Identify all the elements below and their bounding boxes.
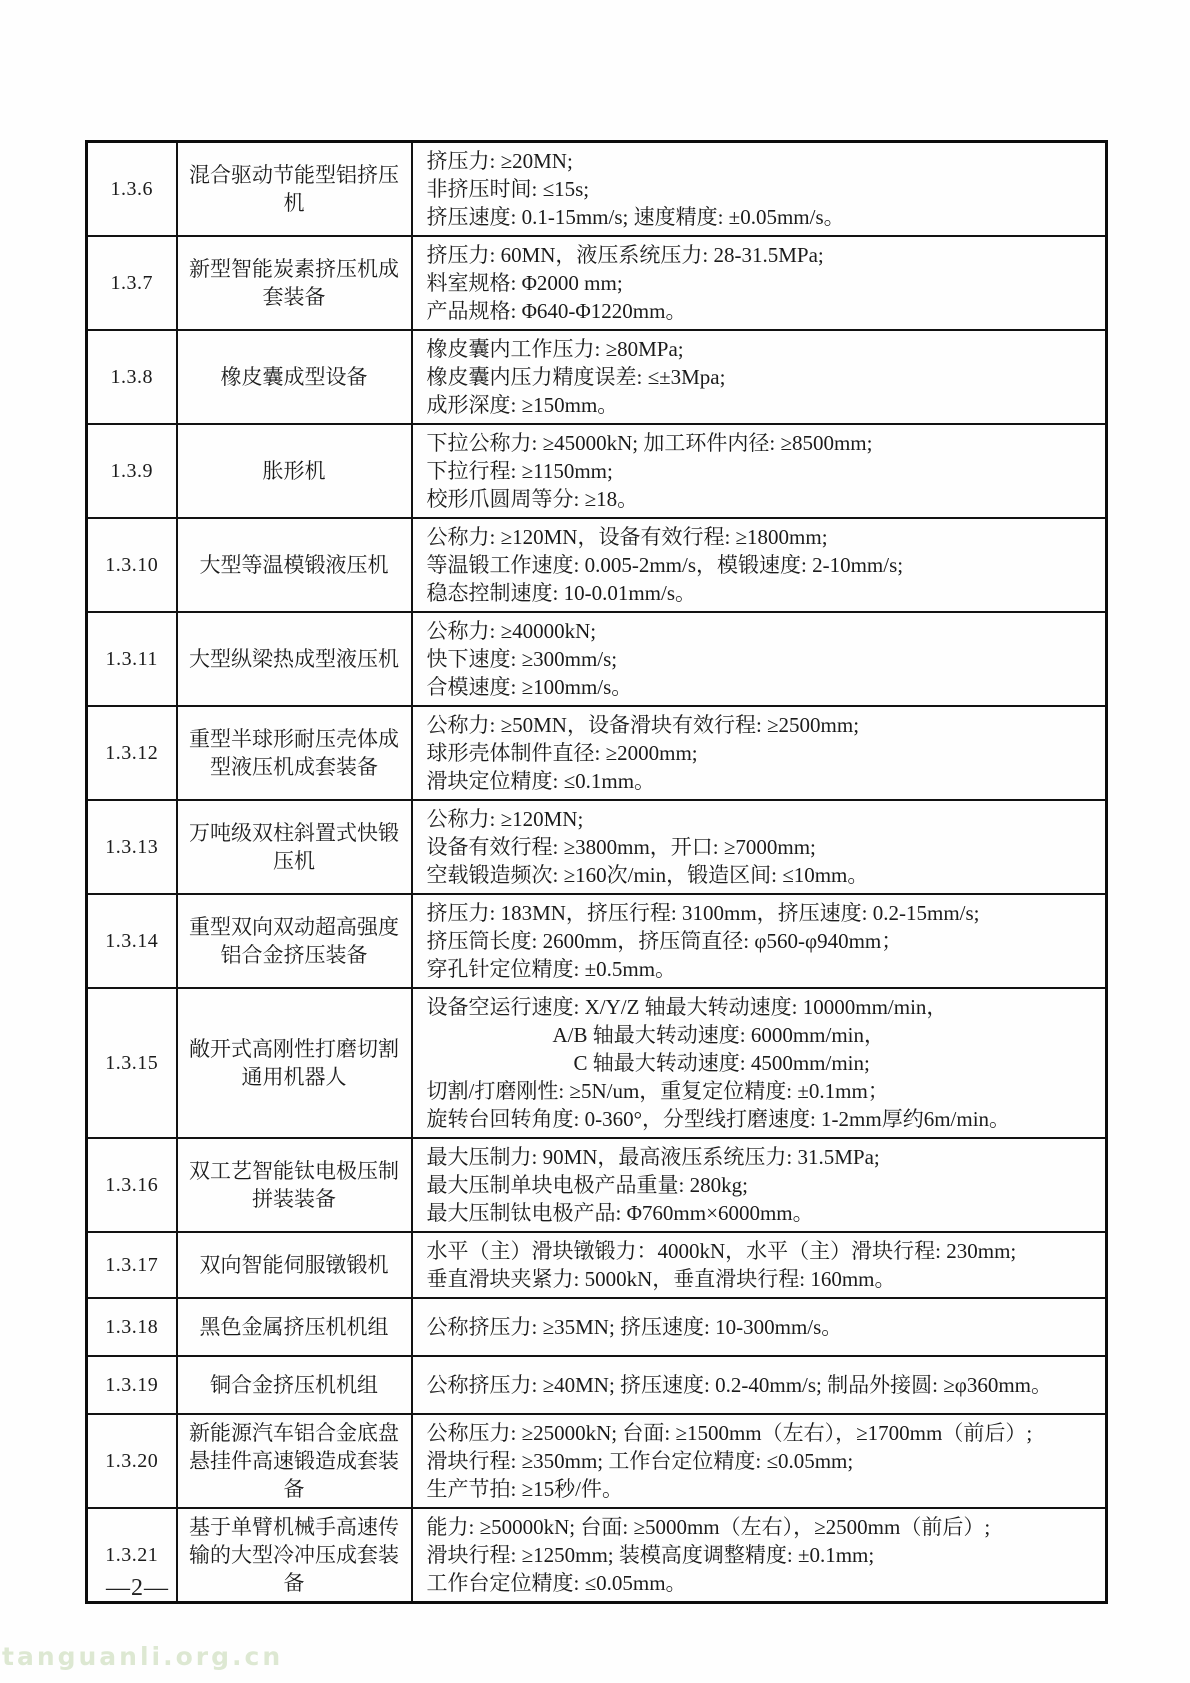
row-id: 1.3.13 — [87, 800, 177, 894]
spec-line: A/B 轴最大转动速度: 6000mm/min， — [426, 1023, 886, 1047]
spec-line: 挤压速度: 0.1-15mm/s; 速度精度: ±0.05mm/s。 — [426, 205, 845, 229]
spec-line: 设备空运行速度: X/Y/Z 轴最大转动速度: 10000mm/min， — [426, 995, 948, 1019]
page-number: —2— — [106, 1575, 169, 1601]
spec-line: 最大压制力: 90MN，最高液压系统压力: 31.5MPa; — [426, 1145, 880, 1169]
row-name: 双工艺智能钛电极压制拼装装备 — [177, 1138, 412, 1232]
row-name: 橡皮囊成型设备 — [177, 330, 412, 424]
spec-line: 橡皮囊内压力精度误差: ≤±3Mpa; — [426, 365, 726, 389]
table-row — [87, 894, 1107, 988]
row-name: 重型半球形耐压壳体成型液压机成套装备 — [177, 706, 412, 800]
row-name: 大型等温模锻液压机 — [177, 518, 412, 612]
table-row — [87, 424, 1107, 518]
table-row — [87, 1356, 1107, 1414]
spec-line: 最大压制单块电极产品重量: 280kg; — [426, 1173, 748, 1197]
table-row — [87, 1298, 1107, 1356]
row-id: 1.3.16 — [87, 1138, 177, 1232]
row-id: 1.3.17 — [87, 1232, 177, 1298]
spec-line: 下拉公称力: ≥45000kN; 加工环件内径: ≥8500mm; — [426, 431, 873, 455]
spec-line: 下拉行程: ≥1150mm; — [426, 459, 613, 483]
row-id: 1.3.7 — [87, 236, 177, 330]
row-id: 1.3.8 — [87, 330, 177, 424]
row-name: 敞开式高刚性打磨切割通用机器人 — [177, 988, 412, 1138]
spec-line: 设备有效行程: ≥3800mm，开口: ≥7000mm; — [426, 835, 816, 859]
row-name: 铜合金挤压机机组 — [177, 1356, 412, 1414]
row-name: 新型智能炭素挤压机成套装备 — [177, 236, 412, 330]
table-row — [87, 706, 1107, 800]
row-name: 万吨级双柱斜置式快锻压机 — [177, 800, 412, 894]
spec-line: 公称力: ≥40000kN; — [426, 619, 597, 643]
spec-line: 稳态控制速度: 10-0.01mm/s。 — [426, 581, 697, 605]
row-specs — [412, 894, 1107, 988]
row-id: 1.3.6 — [87, 142, 177, 237]
row-id: 1.3.14 — [87, 894, 177, 988]
table-row — [87, 988, 1107, 1138]
spec-line: 快下速度: ≥300mm/s; — [426, 647, 618, 671]
table-row — [87, 330, 1107, 424]
row-id: 1.3.15 — [87, 988, 177, 1138]
row-id: 1.3.19 — [87, 1356, 177, 1414]
spec-line: C 轴最大转动速度: 4500mm/min; — [426, 1051, 870, 1075]
spec-line: 滑块定位精度: ≤0.1mm。 — [426, 769, 656, 793]
spec-line: 公称力: ≥120MN; — [426, 807, 584, 831]
spec-line: 工作台定位精度: ≤0.05mm。 — [426, 1571, 687, 1595]
row-name: 重型双向双动超高强度铝合金挤压装备 — [177, 894, 412, 988]
spec-line: 公称挤压力: ≥40MN; 挤压速度: 0.2-40mm/s; 制品外接圆: ≥φ360mm。 — [426, 1373, 1053, 1397]
row-specs — [412, 988, 1107, 1138]
row-specs — [412, 1356, 1107, 1414]
equipment-spec-table — [85, 140, 1108, 1604]
spec-line: 挤压力: 60MN，液压系统压力: 28-31.5MPa; — [426, 243, 824, 267]
spec-line: 滑块行程: ≥1250mm; 装模高度调整精度: ±0.1mm; — [426, 1543, 875, 1567]
table-row — [87, 1508, 1107, 1603]
row-id: 1.3.21 — [87, 1508, 177, 1603]
spec-line: 公称力: ≥50MN，设备滑块有效行程: ≥2500mm; — [426, 713, 860, 737]
spec-line: 切割/打磨刚性: ≥5N/um，重复定位精度: ±0.1mm； — [426, 1079, 889, 1103]
row-name: 双向智能伺服镦锻机 — [177, 1232, 412, 1298]
row-name: 黑色金属挤压机机组 — [177, 1298, 412, 1356]
table-row — [87, 1232, 1107, 1298]
table-row — [87, 236, 1107, 330]
spec-line: 橡皮囊内工作压力: ≥80MPa; — [426, 337, 684, 361]
spec-line: 挤压筒长度: 2600mm，挤压筒直径: φ560-φ940mm； — [426, 929, 903, 953]
spec-line: 生产节拍: ≥15秒/件。 — [426, 1477, 623, 1501]
row-specs — [412, 706, 1107, 800]
row-specs — [412, 1414, 1107, 1508]
spec-line: 挤压力: 183MN，挤压行程: 3100mm，挤压速度: 0.2-15mm/s; — [426, 901, 980, 925]
row-id: 1.3.10 — [87, 518, 177, 612]
spec-line: 公称挤压力: ≥35MN; 挤压速度: 10-300mm/s。 — [426, 1315, 843, 1339]
row-id: 1.3.20 — [87, 1414, 177, 1508]
row-specs — [412, 236, 1107, 330]
spec-line: 滑块行程: ≥350mm; 工作台定位精度: ≤0.05mm; — [426, 1449, 854, 1473]
row-name: 大型纵梁热成型液压机 — [177, 612, 412, 706]
spec-line: 水平（主）滑块镦锻力：4000kN，水平（主）滑块行程: 230mm; — [426, 1239, 1017, 1263]
row-specs — [412, 518, 1107, 612]
spec-line: 旋转台回转角度: 0-360°，分型线打磨速度: 1-2mm厚约6m/min。 — [426, 1107, 1011, 1131]
row-specs — [412, 1138, 1107, 1232]
row-specs — [412, 800, 1107, 894]
row-name: 基于单臂机械手高速传输的大型冷冲压成套装备 — [177, 1508, 412, 1603]
spec-line: 等温锻工作速度: 0.005-2mm/s，模锻速度: 2-10mm/s; — [426, 553, 904, 577]
table-row — [87, 1138, 1107, 1232]
row-specs — [412, 1508, 1107, 1603]
row-specs — [412, 1232, 1107, 1298]
table-row — [87, 518, 1107, 612]
spec-line: 穿孔针定位精度: ±0.5mm。 — [426, 957, 677, 981]
spec-line: 最大压制钛电极产品: Φ760mm×6000mm。 — [426, 1201, 814, 1225]
spec-line: 校形爪圆周等分: ≥18。 — [426, 487, 639, 511]
spec-line: 非挤压时间: ≤15s; — [426, 177, 590, 201]
spec-line: 产品规格: Φ640-Φ1220mm。 — [426, 299, 687, 323]
watermark-text: tanguanli.org.cn — [2, 1642, 284, 1671]
spec-line: 料室规格: Φ2000 mm; — [426, 271, 623, 295]
spec-line: 垂直滑块夹紧力: 5000kN，垂直滑块行程: 160mm。 — [426, 1267, 896, 1291]
row-specs — [412, 1298, 1107, 1356]
spec-line: 空载锻造频次: ≥160次/min，锻造区间: ≤10mm。 — [426, 863, 869, 887]
row-id: 1.3.11 — [87, 612, 177, 706]
spec-line: 球形壳体制件直径: ≥2000mm; — [426, 741, 698, 765]
row-specs — [412, 424, 1107, 518]
spec-line: 能力: ≥50000kN; 台面: ≥5000mm（左右），≥2500mm（前后）; — [426, 1515, 991, 1539]
row-specs — [412, 330, 1107, 424]
row-specs — [412, 142, 1107, 237]
row-name: 胀形机 — [177, 424, 412, 518]
row-id: 1.3.12 — [87, 706, 177, 800]
row-id: 1.3.9 — [87, 424, 177, 518]
spec-line: 公称力: ≥120MN，设备有效行程: ≥1800mm; — [426, 525, 828, 549]
table-row — [87, 142, 1107, 237]
table-row — [87, 1414, 1107, 1508]
spec-line: 公称压力: ≥25000kN; 台面: ≥1500mm（左右），≥1700mm（前后）; — [426, 1421, 1033, 1445]
spec-line: 挤压力: ≥20MN; — [426, 149, 573, 173]
table-row — [87, 800, 1107, 894]
spec-line: 成形深度: ≥150mm。 — [426, 393, 619, 417]
spec-line: 合模速度: ≥100mm/s。 — [426, 675, 633, 699]
spec-table-body — [87, 142, 1107, 1603]
row-name: 新能源汽车铝合金底盘悬挂件高速锻造成套装备 — [177, 1414, 412, 1508]
row-specs — [412, 612, 1107, 706]
table-row — [87, 612, 1107, 706]
row-id: 1.3.18 — [87, 1298, 177, 1356]
row-name: 混合驱动节能型铝挤压机 — [177, 142, 412, 237]
